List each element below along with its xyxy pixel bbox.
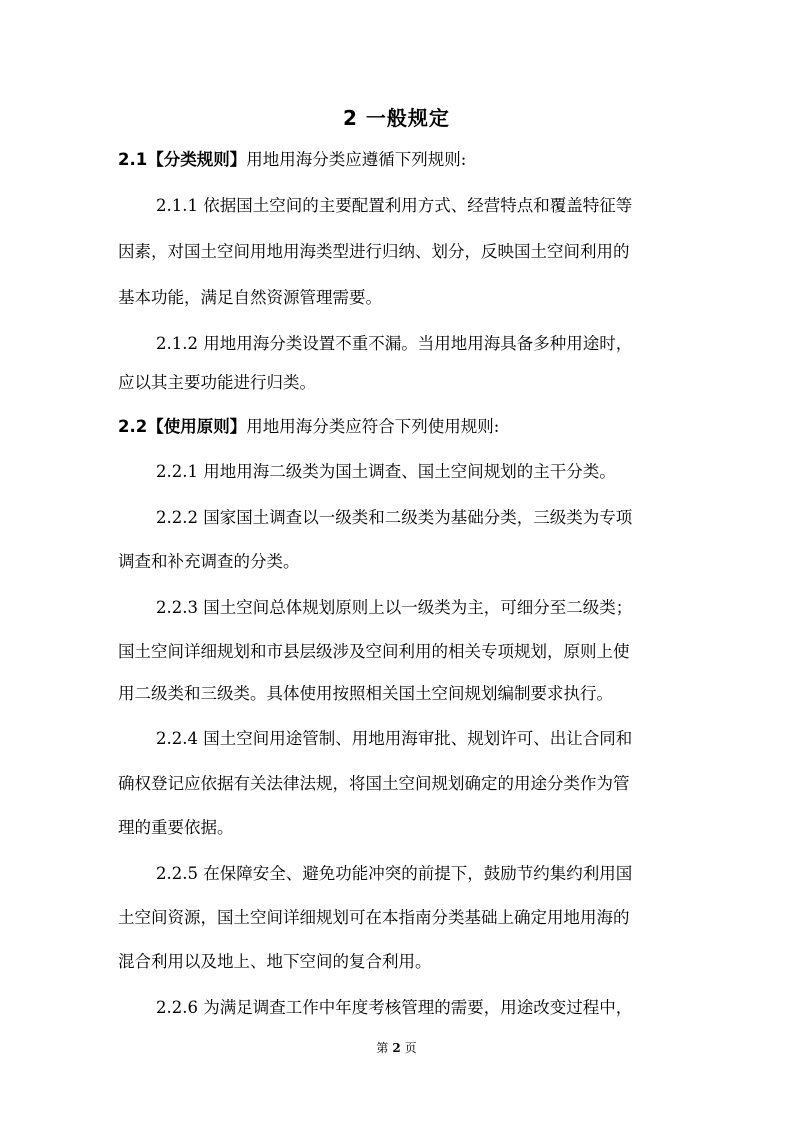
clause-number: 2.1 (118, 150, 148, 169)
clause-text: 用地用海分类应遵循下列规则: (246, 150, 467, 169)
section-title: 2 一般规定 (343, 106, 450, 130)
paragraph-line: 因素，对国土空间用地用海类型进行归纳、划分，反映国土空间利用的 (118, 242, 630, 261)
clause-tag: 【分类规则】 (147, 150, 247, 169)
page-number-suffix: 页 (404, 1041, 417, 1055)
paragraph-line: 2.2.6 为满足调查工作中年度考核管理的需要，用途改变过程中， (156, 998, 633, 1017)
page-footer (0, 1039, 793, 1057)
page-number: 2 (392, 1041, 401, 1055)
paragraph-line: 2.2.1 用地用海二级类为国土调查、国土空间规划的主干分类。 (156, 462, 616, 481)
paragraph-line: 混合利用以及地上、地下空间的复合利用。 (118, 952, 432, 971)
paragraph-line: 基本功能，满足自然资源管理需要。 (118, 288, 382, 307)
clause-text: 用地用海分类应符合下列使用规则: (246, 417, 500, 436)
paragraph-line: 2.2.5 在保障安全、避免功能冲突的前提下，鼓励节约集约利用国 (156, 864, 633, 883)
paragraph-line: 2.2.4 国土空间用途管制、用地用海审批、规划许可、出让合同和 (156, 729, 633, 748)
paragraph-line: 理的重要依据。 (118, 818, 234, 837)
paragraph-line: 2.2.3 国土空间总体规划原则上以一级类为主，可细分至二级类； (156, 598, 633, 617)
paragraph-line: 国土空间详细规划和市县层级涉及空间利用的相关专项规划，原则上使 (118, 642, 630, 661)
paragraph-line: 应以其主要功能进行归类。 (118, 373, 316, 392)
clause-tag: 【使用原则】 (147, 417, 247, 436)
paragraph-line: 2.2.2 国家国土调查以一级类和二级类为基础分类，三级类为专项 (156, 508, 633, 527)
clause-number: 2.2 (118, 417, 148, 436)
clause-2-1-heading (118, 147, 466, 173)
paragraph-line: 调查和补充调查的分类。 (118, 552, 300, 571)
paragraph-line: 用二级类和三级类。具体使用按照相关国土空间规划编制要求执行。 (118, 684, 613, 703)
paragraph-line: 确权登记应依据有关法律法规，将国土空间规划确定的用途分类作为管 (118, 774, 630, 793)
paragraph-line: 土空间资源，国土空间详细规划可在本指南分类基础上确定用地用海的 (118, 908, 630, 927)
paragraph-line: 2.1.1 依据国土空间的主要配置利用方式、经营特点和覆盖特征等 (156, 196, 633, 215)
clause-2-2-heading (118, 414, 499, 440)
page-number-prefix: 第 (376, 1041, 389, 1055)
paragraph-line: 2.1.2 用地用海分类设置不重不漏。当用地用海具备多种用途时， (156, 334, 633, 353)
